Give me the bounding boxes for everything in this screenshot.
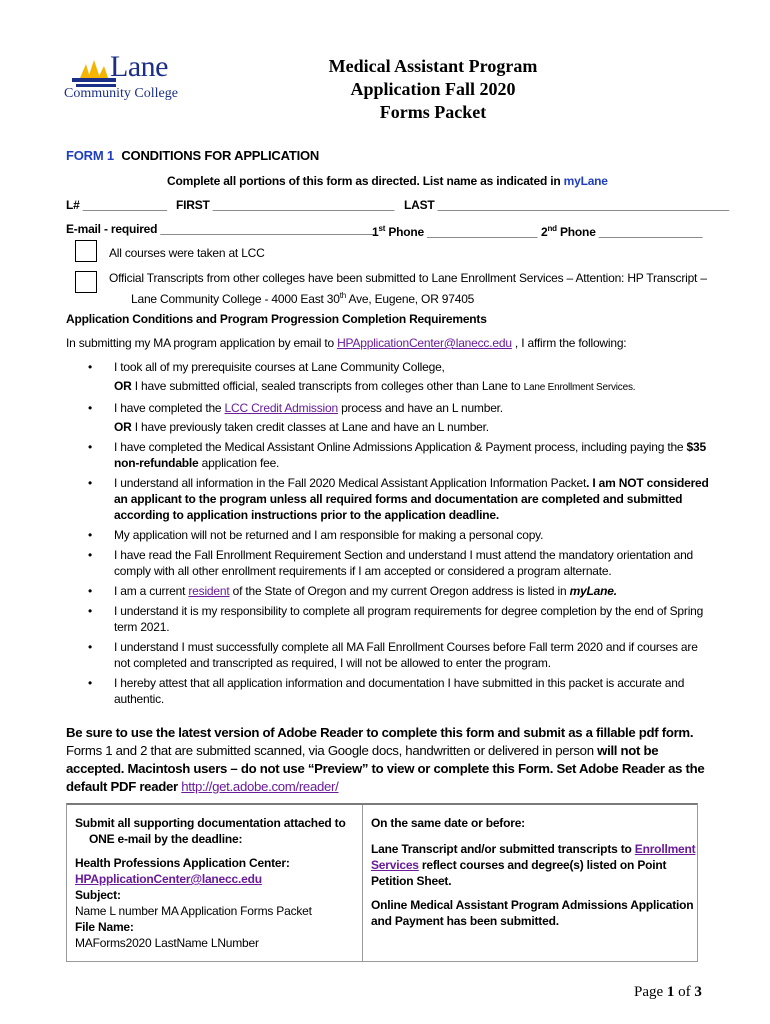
b2-text: I have previously taken credit classes at Lane and have an L number. bbox=[131, 420, 489, 434]
b2-line1 bbox=[114, 400, 716, 416]
bullet-icon: • bbox=[88, 360, 93, 374]
list-item bbox=[66, 475, 716, 523]
adobe-line1: Be sure to use the latest version of Adobe Reader to complete this form and submit as a fillable pdf form. bbox=[66, 725, 694, 740]
b3-fee: $35 bbox=[686, 440, 706, 454]
title-line-2: Application Fall 2020 bbox=[350, 79, 516, 99]
table-left-cell bbox=[75, 815, 357, 951]
bullet-icon: • bbox=[88, 604, 93, 618]
center-label: Health Professions Application Center: bbox=[75, 856, 290, 870]
phone2-pre: 2 bbox=[541, 225, 548, 239]
adobe-line3: accepted. Macintosh users – do not use “Preview” to view or complete this Form. Set Adobe Reader as the bbox=[66, 761, 705, 776]
hp-email-link[interactable]: HPApplicationCenter@lanecc.edu bbox=[337, 336, 512, 350]
file-name-value: MAForms2020 LastName LNumber bbox=[75, 936, 259, 950]
b7-pre: I am a current bbox=[114, 584, 189, 598]
b7-mylane: myLane. bbox=[569, 584, 617, 598]
list-item bbox=[66, 675, 716, 707]
b10-line2: authentic. bbox=[114, 692, 165, 706]
phone1-post: Phone _________________ bbox=[385, 225, 538, 239]
right-heading: On the same date or before: bbox=[371, 816, 525, 830]
b4-bold2: an applicant to the program unless all required forms and documentation are completed and submitted bbox=[114, 492, 683, 506]
page-of: of bbox=[674, 984, 695, 1000]
address-sup: th bbox=[339, 291, 347, 300]
b3-text bbox=[114, 439, 716, 471]
second-phone-field[interactable] bbox=[541, 221, 702, 240]
l-number-field[interactable]: L# _____________ bbox=[66, 198, 167, 212]
b2-post: process and have an L number. bbox=[337, 401, 503, 415]
title-line-3: Forms Packet bbox=[379, 102, 487, 122]
right-para-1 bbox=[371, 841, 696, 889]
p1-pre: Lane Transcript and/or submitted transcripts to bbox=[371, 842, 635, 856]
left-heading-1: Submit all supporting documentation attached to bbox=[75, 816, 346, 830]
adobe-reader-link[interactable]: http://get.adobe.com/reader/ bbox=[181, 779, 339, 794]
first-phone-field[interactable] bbox=[372, 221, 537, 240]
b9-line2: not completed and transcripted as required, I will not be allowed to enter the program. bbox=[114, 656, 551, 670]
b8-line1: I understand it is my responsibility to complete all program requirements for degree completion by the end of Spring bbox=[114, 604, 704, 618]
services-link[interactable]: Services bbox=[371, 858, 419, 872]
list-item bbox=[66, 439, 716, 471]
intro-line bbox=[66, 335, 626, 351]
b6-line2: comply with all other enrollment requirements if I am accepted or considered a program alternate. bbox=[114, 564, 612, 578]
p1-post2: Petition Sheet. bbox=[371, 874, 452, 888]
total-pages: 3 bbox=[694, 984, 702, 1000]
affirmation-list bbox=[66, 359, 716, 711]
checkbox-label-transcripts bbox=[109, 270, 709, 308]
last-name-field[interactable]: LAST _____________________________________________ bbox=[404, 198, 729, 212]
phone2-post: Phone ________________ bbox=[556, 225, 703, 239]
bullet-icon: • bbox=[88, 584, 93, 598]
b2-line2 bbox=[114, 419, 716, 435]
submission-table bbox=[66, 803, 698, 962]
bullet-icon: • bbox=[88, 548, 93, 562]
instruction-text: Complete all portions of this form as directed. List name as indicated in bbox=[167, 174, 564, 188]
phone2-sup: nd bbox=[547, 224, 557, 233]
bullet-icon: • bbox=[88, 528, 93, 542]
intro-post: , I affirm the following: bbox=[511, 336, 627, 350]
table-divider bbox=[362, 805, 363, 961]
checkbox-label-all-courses: All courses were taken at LCC bbox=[109, 246, 265, 260]
table-right-cell bbox=[371, 815, 696, 929]
credit-admission-link[interactable]: LCC Credit Admission bbox=[224, 401, 338, 415]
adobe-l2-bold: will not be bbox=[597, 743, 659, 758]
adobe-l4-pre: default PDF reader bbox=[66, 779, 182, 794]
b7-text bbox=[114, 583, 716, 599]
b6-line1: I have read the Fall Enrollment Requirement Section and understand I must attend the mandatory orientation and bbox=[114, 548, 694, 562]
list-item bbox=[66, 583, 716, 599]
bullet-icon: • bbox=[88, 676, 93, 690]
adobe-l2-pre: Forms 1 and 2 that are submitted scanned, via Google docs, handwritten or delivered in person bbox=[66, 743, 598, 758]
logo-subtitle: Community College bbox=[64, 86, 178, 101]
intro-pre: In submitting my MA program application by email to bbox=[66, 336, 338, 350]
current-page: 1 bbox=[666, 984, 675, 1000]
b1-line1: I took all of my prerequisite courses at Lane Community College, bbox=[114, 360, 445, 374]
b4-pre: I understand all information in the Fall 2020 Medical Assistant Application Information Packet bbox=[114, 476, 587, 490]
page-number bbox=[634, 984, 702, 1001]
b3-pre: I have completed the Medical Assistant Online Admissions Application & Payment process, including paying the bbox=[114, 440, 687, 454]
adobe-line4 bbox=[66, 778, 726, 796]
b3-post: application fee. bbox=[198, 456, 280, 470]
bullet-icon: • bbox=[88, 476, 93, 490]
transcripts-line-1: Official Transcripts from other colleges have been submitted to Lane Enrollment Services – Attention: HP Transcript – bbox=[109, 271, 707, 285]
phone1-sup: st bbox=[378, 224, 386, 233]
subject-value: Name L number MA Application Forms Packet bbox=[75, 904, 312, 918]
p2-line2: and Payment has been submitted. bbox=[371, 914, 559, 928]
p1-post1: reflect courses and degree(s) listed on Point bbox=[418, 858, 667, 872]
adobe-notice bbox=[66, 724, 726, 796]
document-title bbox=[290, 55, 576, 124]
checkbox-official-transcripts[interactable] bbox=[75, 271, 97, 293]
b2-or: OR bbox=[114, 420, 132, 434]
b1-line2 bbox=[114, 378, 716, 396]
address-pre: Lane Community College - 4000 East 30 bbox=[131, 292, 340, 306]
phone1-pre: 1 bbox=[372, 225, 379, 239]
b7-mid: of the State of Oregon and my current Oregon address is listed in bbox=[229, 584, 570, 598]
b2-pre: I have completed the bbox=[114, 401, 225, 415]
bullet-icon: • bbox=[88, 640, 93, 654]
bullet-icon: • bbox=[88, 440, 93, 454]
transcripts-line-2 bbox=[109, 287, 709, 308]
email-field[interactable]: E-mail - required _________________________________ bbox=[66, 222, 375, 236]
section-heading: Application Conditions and Program Progression Completion Requirements bbox=[66, 312, 487, 326]
list-item bbox=[66, 603, 716, 635]
enrollment-link[interactable]: Enrollment bbox=[634, 842, 696, 856]
college-logo bbox=[64, 50, 214, 106]
b4-bold1: . I am NOT considered bbox=[586, 476, 709, 490]
b4-text bbox=[114, 475, 716, 523]
b1-or: OR bbox=[114, 379, 132, 393]
first-name-field[interactable]: FIRST ____________________________ bbox=[176, 198, 395, 212]
instruction-highlight: myLane bbox=[563, 174, 608, 188]
logo-name: Lane bbox=[110, 50, 168, 83]
list-item bbox=[66, 359, 716, 396]
b5-text: My application will not be returned and I am responsible for making a personal copy. bbox=[114, 528, 544, 542]
form-number: FORM 1 bbox=[66, 148, 114, 163]
form-title: CONDITIONS FOR APPLICATION bbox=[121, 148, 320, 163]
bullet-icon: • bbox=[88, 401, 93, 415]
list-item bbox=[66, 547, 716, 579]
address-post: Ave, Eugene, OR 97405 bbox=[346, 292, 475, 306]
resident-link[interactable]: resident bbox=[188, 584, 230, 598]
right-para-2 bbox=[371, 897, 693, 929]
b1-text: I have submitted official, sealed transcripts from colleges other than Lane to bbox=[131, 379, 524, 393]
list-item bbox=[66, 400, 716, 435]
b10-line1: I hereby attest that all application information and documentation I have submitted in this packet is accurate and bbox=[114, 676, 685, 690]
p2-line1: Online Medical Assistant Program Admissions Application bbox=[371, 898, 694, 912]
b4-bold3: according to application instructions prior to the application deadline. bbox=[114, 508, 499, 522]
file-name-label: File Name: bbox=[75, 920, 134, 934]
title-line-1: Medical Assistant Program bbox=[328, 56, 538, 76]
form-heading bbox=[66, 148, 319, 163]
b8-line2: term 2021. bbox=[114, 620, 170, 634]
center-email-link[interactable]: HPApplicationCenter@lanecc.edu bbox=[75, 872, 262, 886]
list-item bbox=[66, 527, 716, 543]
b1-small: Lane Enrollment Services. bbox=[523, 382, 636, 393]
list-item bbox=[66, 639, 716, 671]
checkbox-all-courses-lcc[interactable] bbox=[75, 240, 97, 262]
instruction-line bbox=[167, 173, 608, 189]
page-word: Page bbox=[634, 984, 667, 1000]
subject-label: Subject: bbox=[75, 888, 121, 902]
adobe-line2 bbox=[66, 742, 726, 760]
b3-nonrefund: non-refundable bbox=[114, 456, 199, 470]
b9-line1: I understand I must successfully complete all MA Fall Enrollment Courses before Fall term 2020 and if courses are bbox=[114, 640, 698, 654]
left-heading-2: ONE e-mail by the deadline: bbox=[89, 832, 243, 846]
